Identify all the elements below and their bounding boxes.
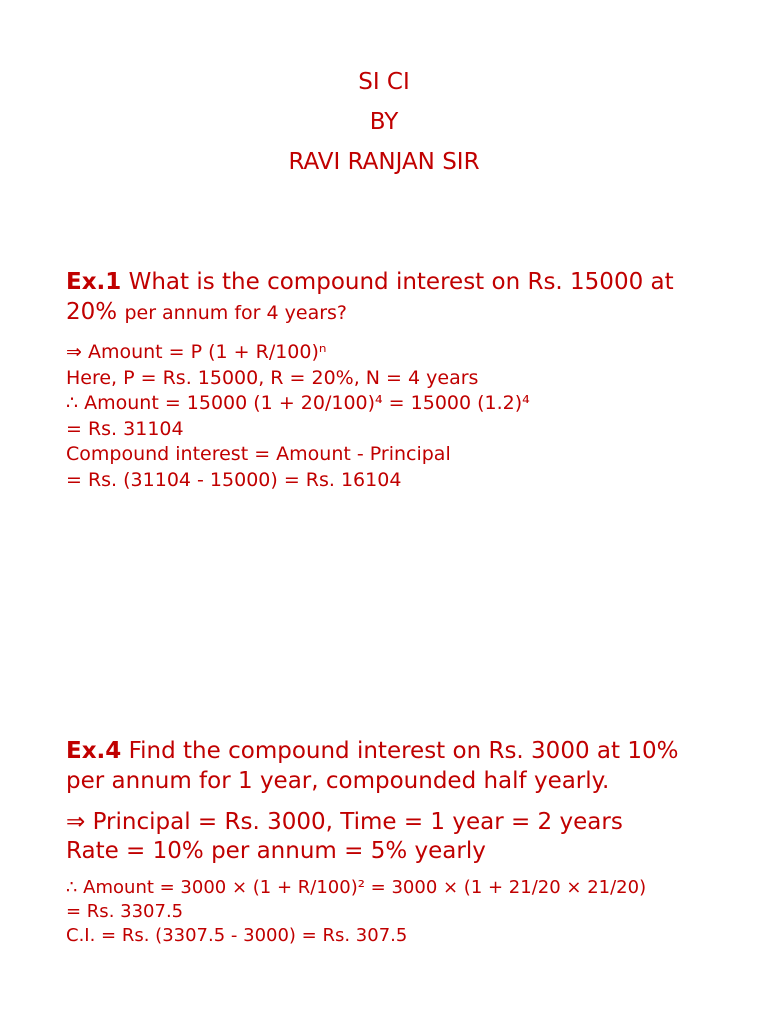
example-1-label: Ex.1 xyxy=(66,269,122,295)
title-by: BY xyxy=(369,109,399,135)
example-4-question xyxy=(66,736,716,796)
example-1-solution-line: ⇒ Amount = P (1 + R/100)ⁿ xyxy=(66,341,327,363)
title-topic: SI CI xyxy=(358,69,410,95)
example-1-solution-line: = Rs. (31104 - 15000) = Rs. 16104 xyxy=(66,468,402,491)
example-1-solution-line: ∴ Amount = 15000 (1 + 20/100)⁴ = 15000 (1.2)⁴ xyxy=(66,392,530,414)
example-4 xyxy=(66,736,716,948)
example-1-question-text: What is the compound interest on Rs. 15000 at 20% xyxy=(66,269,674,325)
example-4-solution-line: Rate = 10% per annum = 5% yearly xyxy=(66,838,486,864)
title-author: RAVI RANJAN SIR xyxy=(288,149,480,175)
example-1-solution-line: Compound interest = Amount - Principal xyxy=(66,443,451,465)
example-1-solution-line: Here, P = Rs. 15000, R = 20%, N = 4 years xyxy=(66,366,479,389)
example-4-solution-line: = Rs. 3307.5 xyxy=(66,901,184,922)
example-4-solution-main xyxy=(66,808,716,866)
example-4-solution-detail xyxy=(66,876,666,948)
example-4-label: Ex.4 xyxy=(66,738,122,764)
example-4-solution-line: ⇒ Principal = Rs. 3000, Time = 1 year = 2 years xyxy=(66,809,623,835)
example-4-solution-line: C.I. = Rs. (3307.5 - 3000) = Rs. 307.5 xyxy=(66,925,408,946)
example-1-question xyxy=(66,267,716,328)
document-title xyxy=(0,62,768,182)
example-1-solution xyxy=(66,340,716,493)
example-1-question-tail: per annum for 4 years? xyxy=(124,302,348,324)
example-4-solution-line: ∴ Amount = 3000 × (1 + R/100)² = 3000 × (1 + 21/20 × 21/20) xyxy=(66,877,647,898)
example-1 xyxy=(66,267,716,493)
example-4-question-text: Find the compound interest on Rs. 3000 at 10% per annum for 1 year, compounded half yearly. xyxy=(66,738,679,794)
example-1-solution-line: = Rs. 31104 xyxy=(66,417,184,440)
